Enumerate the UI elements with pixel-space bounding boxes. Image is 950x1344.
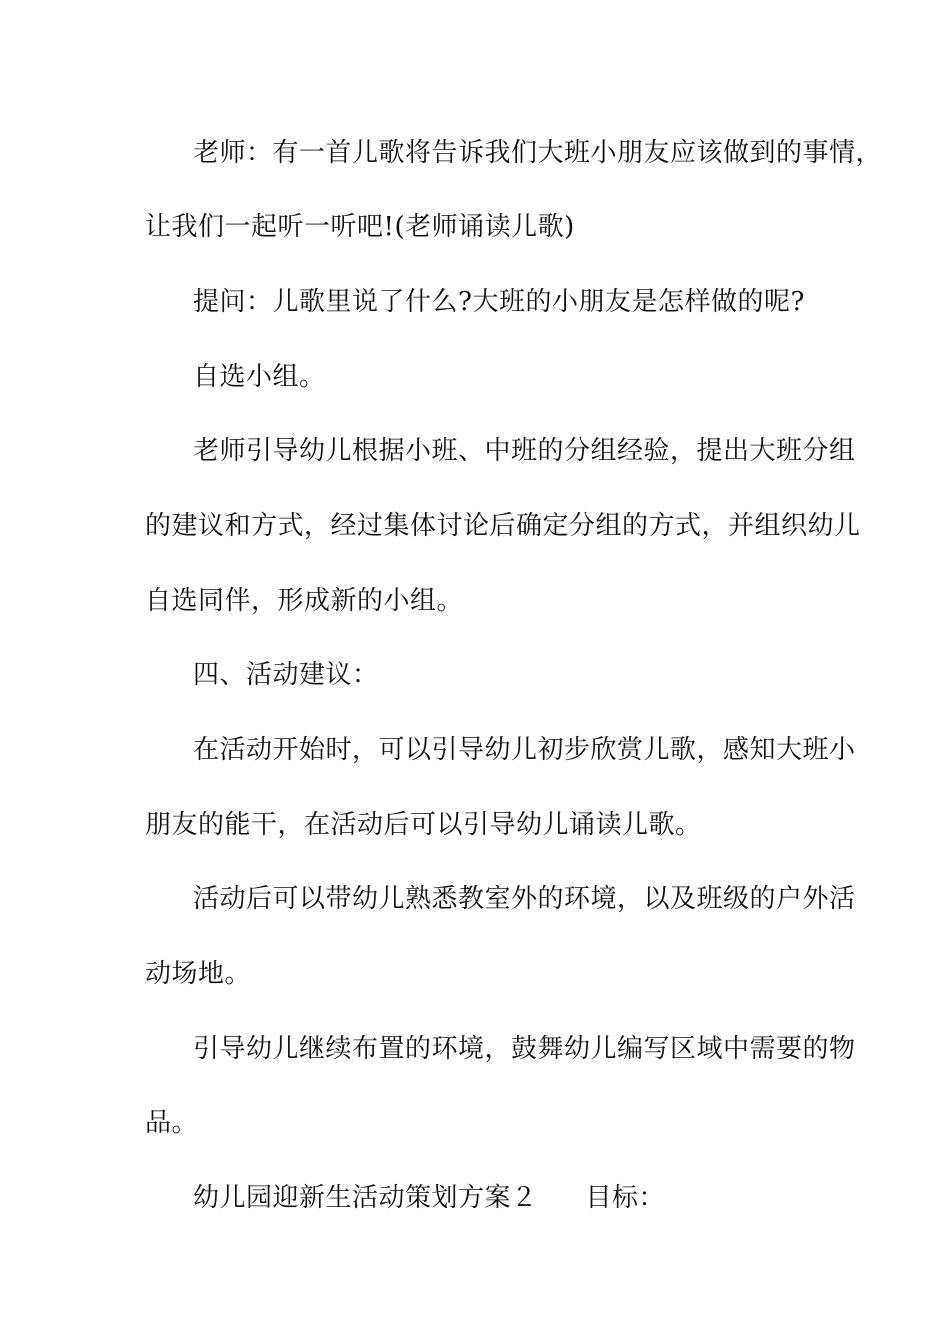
paragraph-line: 自选同伴，形成新的小组。: [145, 586, 464, 616]
section-heading: 四、活动建议：: [193, 660, 379, 690]
paragraph-line: 的建议和方式，经过集体讨论后确定分组的方式，并组织幼儿: [145, 511, 861, 541]
paragraph-line: 老师：有一首儿歌将告诉我们大班小朋友应该做到的事情，: [193, 138, 883, 168]
paragraph-line: 品。: [145, 1108, 199, 1138]
paragraph-line: 动场地。: [145, 959, 252, 989]
paragraph-line: 活动后可以带幼儿熟悉教室外的环境，以及班级的户外活: [193, 884, 856, 914]
paragraph-line: 朋友的能干，在活动后可以引导幼儿诵读儿歌。: [145, 810, 702, 840]
paragraph-line: 老师引导幼儿根据小班、中班的分组经验，提出大班分组: [193, 436, 856, 466]
paragraph-line: 自选小组。: [193, 362, 326, 392]
plan-title: 幼儿园迎新生活动策划方案２: [193, 1183, 538, 1213]
plan-title-line: [193, 1181, 665, 1215]
paragraph-line: 引导幼儿继续布置的环境，鼓舞幼儿编写区域中需要的物: [193, 1034, 856, 1064]
paragraph-line: 在活动开始时，可以引导幼儿初步欣赏儿歌，感知大班小: [193, 735, 856, 765]
paragraph-line: 让我们一起听一听吧!(老师诵读儿歌): [145, 212, 575, 242]
paragraph-line: 提问：儿歌里说了什么?大班的小朋友是怎样做的呢?: [193, 287, 805, 317]
goal-label: 目标：: [585, 1183, 666, 1213]
